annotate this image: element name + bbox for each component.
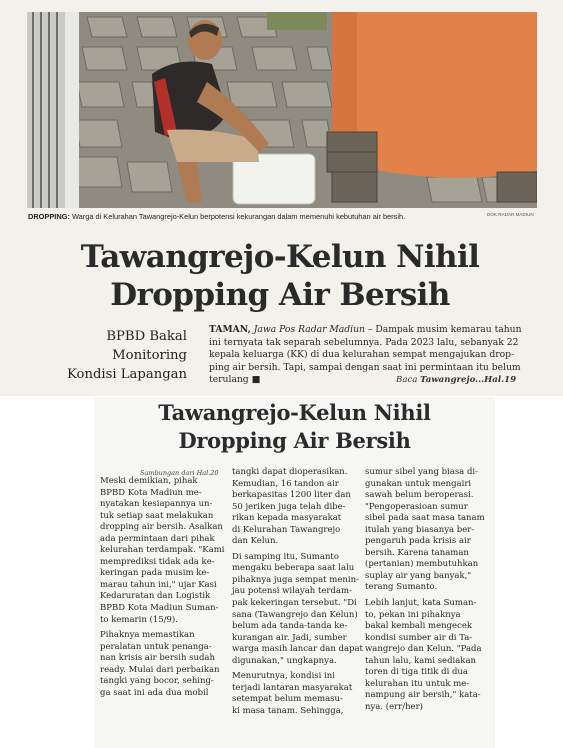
article-line: Menurutnya, kondisi ini (232, 671, 335, 682)
bottom-clipping (94, 397, 495, 748)
article-line: pengaruh pada krisis air (365, 536, 471, 547)
lead-line-1 (209, 324, 541, 337)
headline-line-2: Dropping Air Bersih (110, 277, 450, 313)
article-line: keringan pada musim ke- (100, 568, 210, 579)
article-line: peralatan untuk penanga- (100, 641, 212, 652)
article-line: gunakan untuk mengairi (365, 478, 472, 489)
article-line: pak kekeringan tersebut. "Di (232, 598, 357, 609)
photo-caption (28, 212, 498, 221)
subhead-line: Kondisi Lapangan (67, 367, 187, 382)
article-line: setempat belum memasu- (232, 694, 343, 705)
article-line: 50 jeriken juga telah dibe- (232, 501, 346, 512)
article-line: belum ada tanda-tanda ke- (232, 621, 348, 632)
jump-target: Tawangrejo... (420, 375, 485, 385)
article-line: Kedaruratan dan Logistik (100, 591, 211, 602)
article-line: nan krisis air bersih sudah (100, 653, 215, 664)
article-column-2 (232, 467, 363, 717)
article-line: ki masa tanam. Sehingga, (232, 705, 344, 716)
article-line: Kemudian, 16 tandon air (232, 478, 339, 489)
article-line: bakal kembali mengecek (365, 621, 473, 632)
lead-line: ini ternyata tak separah sebelumnya. Pada 2023 lalu, sebanyak 22 (209, 336, 519, 348)
subhead-line: BPBD Bakal (106, 329, 187, 344)
article-line: "Pengoperasioan sumur (365, 501, 468, 512)
article-line: bersih. Karena tanaman (365, 547, 469, 558)
article-line: warga masih lancar dan dapat (232, 644, 363, 655)
article-line: terang Sumanto. (365, 582, 438, 593)
publication-name: Jawa Pos Radar Madiun (253, 324, 365, 335)
article-line: tahun lalu, kami sediakan (365, 655, 477, 666)
article-line: terjadi lantaran masyarakat (232, 682, 353, 693)
article-line: memprediksi tidak ada ke- (100, 556, 215, 567)
article-columns (94, 467, 495, 745)
jump-page: Hal.19 (484, 375, 517, 385)
continued-headline (94, 399, 495, 455)
lead-line: ping air bersih. Tapi, sampai dengan saat ini permintaan itu belum (209, 361, 521, 373)
article-line: pihaknya juga sempat menin- (232, 574, 359, 585)
continued-headline-line-2: Dropping Air Bersih (178, 428, 411, 453)
continuation-note (396, 375, 516, 385)
article-line: Lebih lanjut, kata Suman- (365, 598, 477, 609)
jump-prefix: Baca (396, 375, 418, 385)
caption-label: DROPPING: (28, 212, 70, 221)
article-line: (pertanian) membutuhkan (365, 559, 479, 570)
article-column-1 (100, 467, 223, 699)
article-line: dropping air bersih. Asalkan (100, 522, 223, 533)
article-line: nya. (err/her) (365, 701, 423, 712)
article-line: sumur sibel yang biasa di- (365, 467, 478, 477)
article-line: jau potensi wilayah terdam- (232, 586, 352, 597)
article-line: toren di tiga titik di dua (365, 667, 468, 678)
article-line: to kemarin (15/9). (100, 614, 178, 625)
article-line: ga saat ini ada dua mobil (100, 687, 209, 698)
article-line: nampung air bersih," kata- (365, 690, 481, 701)
article-line: rikan kepada masyarakat (232, 513, 342, 524)
article-line: tangki dapat dioperasikan. (232, 467, 348, 477)
article-line: kondisi sumber air di Ta- (365, 632, 473, 643)
article-line: wangrejo dan Kelun. "Pada (365, 644, 482, 655)
article-line: sawah belum beroperasi. (365, 490, 474, 501)
article-line: Di samping itu, Sumanto (232, 551, 339, 562)
continued-headline-line-1: Tawangrejo-Kelun Nihil (158, 400, 431, 425)
continued-from-label: Sambungan dari Hal.20 (140, 469, 219, 477)
article-line: suplay air yang banyak," (365, 570, 472, 581)
article-line: to, pekan ini pihaknya (365, 609, 461, 620)
article-line: Pihaknya memastikan (100, 630, 195, 641)
article-line: kurangan air. Jadi, sumber (232, 632, 347, 643)
article-line: mengaku beberapa saat lalu (232, 563, 355, 574)
article-line: ready. Mulai dari perbaikan (100, 664, 220, 675)
dateline: TAMAN, (209, 324, 251, 335)
subheadline (67, 327, 187, 384)
article-line: kelurahan itu untuk me- (365, 678, 470, 689)
article-line: sana (Tawangrejo dan Kelun) (232, 609, 358, 620)
article-line: berkapasitas 1200 liter dan (232, 490, 351, 501)
article-column-3 (365, 467, 493, 713)
subhead-line: Monitoring (112, 348, 187, 363)
article-line: kelurahan terdampak. "Kami (100, 545, 225, 556)
article-line: di Kelurahan Tawangrejo (232, 524, 341, 535)
news-photo (27, 12, 537, 208)
article-line: dan Kelun. (232, 536, 279, 547)
lead-line: kepala keluarga (KK) di dua kelurahan sempat mengajukan drop- (209, 349, 515, 361)
article-line: sibel pada saat masa tanam (365, 513, 485, 524)
headline (40, 238, 520, 314)
photo-credit: DOK RADAR MADIUN (487, 212, 534, 217)
article-line: Meski demikian, pihak (100, 476, 198, 486)
article-line: BPBD Kota Madiun Suman- (100, 603, 219, 614)
article-line: tuk setiap saat melakukan (100, 510, 214, 521)
headline-line-1: Tawangrejo-Kelun Nihil (80, 239, 480, 275)
lead-text: – Dampak musim kemarau tahun (367, 324, 522, 335)
article-line: nyatakan kesiapannya un- (100, 499, 213, 510)
article-line: tangki yang bocor, sehing- (100, 676, 214, 687)
article-line: ada permintaan dari pihak (100, 533, 215, 544)
caption-text: Warga di Kelurahan Tawangrejo-Kelun berpotensi kekurangan dalam memenuhi kebutuhan air bersih. (71, 212, 406, 221)
article-line: itulah yang biasanya ber- (365, 524, 475, 535)
article-line: digunakan," ungkapnya. (232, 655, 337, 666)
article-line: marau tahun ini," ujar Kasi (100, 579, 217, 590)
lead-line: terulang ■ (209, 374, 261, 386)
article-line: BPBD Kota Madiun me- (100, 487, 202, 498)
